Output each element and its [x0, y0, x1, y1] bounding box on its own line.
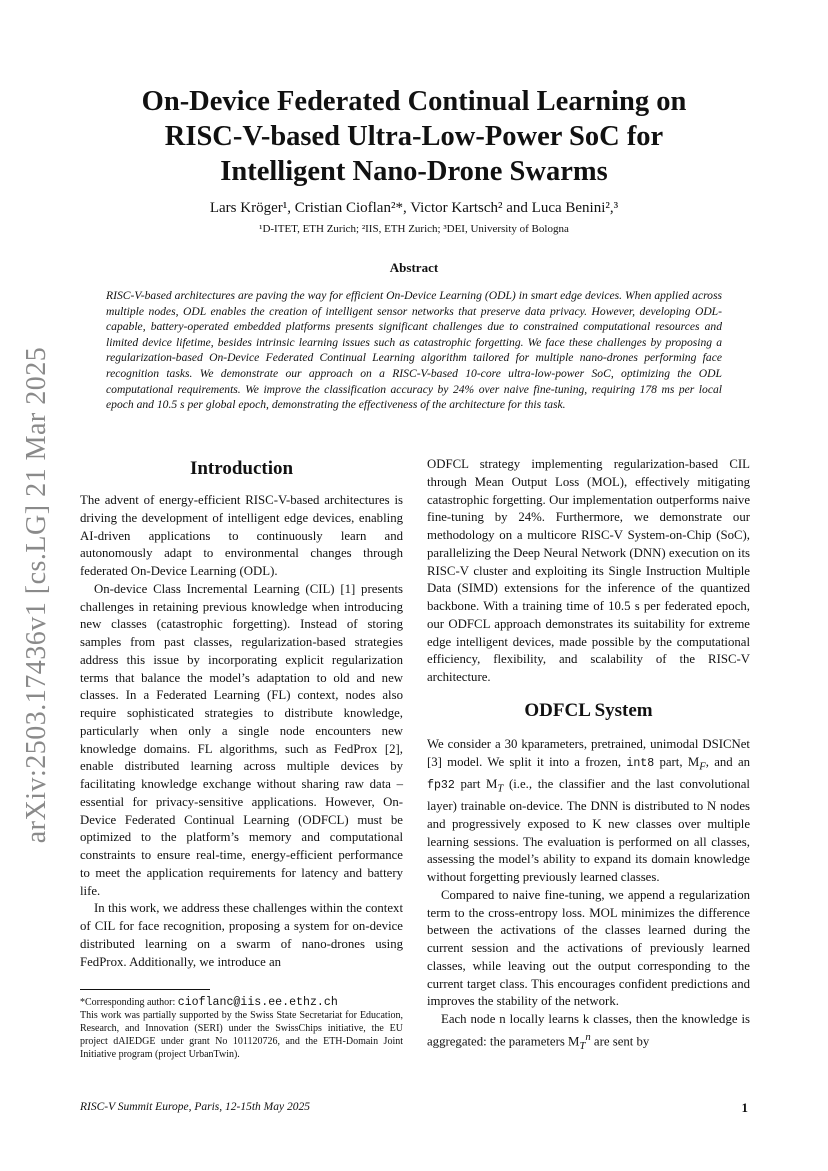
- text-run: are sent by: [590, 1034, 650, 1049]
- paper-title: On-Device Federated Continual Learning on RISC-V-based Ultra-Low-Power SoC for Intelligent Nano-Drone Swarms: [141, 86, 687, 187]
- corresponding-author-note: [80, 996, 403, 1009]
- arxiv-identifier-stamp: arXiv:2503.17436v1 [cs.LG] 21 Mar 2025: [21, 346, 52, 844]
- text-run: part M: [454, 776, 498, 791]
- system-paragraph-1: [427, 736, 750, 887]
- funding-note: This work was partially supported by the Swiss State Secretariat for Education, Research, and Innovation (SERI) under the SwissChips initiative, the EU project dAIEDGE under grant No 101120726, and the ETH-Domain Joint Initiative program (project UrbanTwin).: [80, 1010, 403, 1060]
- code-fp32: fp32: [427, 778, 455, 792]
- intro-continuation-paragraph: ODFCL strategy implementing regularization-based CIL through Mean Output Loss (MOL), effectively mitigating catastrophic forgetting. Our implementation outperforms naive fine-tuning by 24%. Furthermore, we demonstrate our methodology on a multicore RISC-V System-on-Chip (SoC), parallelizing the Deep Neural Network (DNN) execution on its RISC-V cluster and exploiting its Single Instruction Multiple Data (SIMD) extensions for the inference of the quantized backbone. With a training time of 10.5 s per federated epoch, our ODFCL approach demonstrates its suitability for extreme edge intelligent devices, made possible by the computational efficiency, flexibility, and scalability of the RISC-V architecture.: [427, 457, 750, 684]
- code-int8: int8: [626, 756, 655, 770]
- math-subscript: T: [497, 783, 504, 795]
- abstract-text: RISC-V-based architectures are paving the way for efficient On-Device Learning (ODL) in smart edge devices. When applied across multiple nodes, ODL enables the creation of intelligent sensor networks that preserve data privacy. However, developing ODL-capable, battery-operated embedded platforms presents significant challenges due to constrained computational resources and limited device lifetime, besides intrinsic learning issues such as catastrophic forgetting. We face these challenges by proposing a regularization-based On-Device Federated Continual Learning algorithm tailored for multiple nano-drones performing face recognition tasks. We demonstrate our approach on a RISC-V-based 10-core ultra-low-power SoC, optimizing the ODL computational requirements. We improve the classification accuracy by 24% over naive fine-tuning, requiring 178 ms per local epoch and 10.5 s per global epoch, demonstrating the effectiveness of the architecture for this task.: [106, 289, 722, 412]
- right-column: [427, 456, 750, 1055]
- intro-paragraph-2: On-device Class Incremental Learning (CIL) [1] presents challenges in retaining previous knowledge when introducing new classes (catastrophic forgetting). Instead of storing samples from past classes, regularization-based strategies address this issue by incorporating explicit regularization terms that balance the model’s adaptation to old and new classes. In a Federated Learning (FL) context, nodes also require sophisticated strategies to distribute knowledge, particularly when only a single node encounters new knowledge domains. FL algorithms, such as FedProx [2], enable distributed learning across multiple devices by facilitating knowledge exchange without sharing raw data – essential for privacy-sensitive applications. However, On-Device Federated Continual Learning (ODFCL) must be optimized to the platform’s memory and computational constraints to ensure real-time, energy-efficient performance to meet the application requirements for latency and battery life.: [80, 581, 403, 898]
- corresponding-email: cioflanc@iis.ee.ethz.ch: [177, 996, 338, 1009]
- author-list: Lars Kröger¹, Cristian Cioflan²*, Victor Kartsch² and Luca Benini²,³: [209, 200, 619, 216]
- abstract-heading: Abstract: [389, 260, 439, 275]
- system-paragraph-2: Compared to naive fine-tuning, we append a regularization term to the cross-entropy loss. MOL minimizes the difference between the activations of the classes learned during the current session and the activations of previously learned classes, while leaving out the output corresponding to the current target class. This encourages confident predictions and improves the stability of the network.: [427, 887, 750, 1009]
- text-run: Each node n locally learns k classes, then the knowledge is aggregated: the parameters M: [427, 1012, 750, 1049]
- page-number: 1: [741, 1100, 748, 1115]
- odfcl-system-heading: ODFCL System: [524, 699, 653, 721]
- math-superscript: n: [585, 1031, 591, 1043]
- affiliations: ¹D-ITET, ETH Zurich; ²IIS, ETH Zurich; ³DEI, University of Bologna: [259, 223, 569, 235]
- text-run: part, M: [654, 754, 700, 769]
- text-run: (i.e., the classifier and the last convolutional layer) trainable on-device. The DNN is distributed to N nodes and progressively exposed to K new classes over multiple learning sessions. The evaluation is performed on all classes, assessing the model’s ability to expand its domain knowledge without forgetting previously learned classes.: [427, 776, 750, 885]
- introduction-heading: Introduction: [189, 458, 294, 479]
- left-column: [80, 456, 403, 971]
- system-paragraph-3: [427, 1011, 750, 1055]
- math-subscript: F: [699, 761, 706, 773]
- venue-footer: RISC-V Summit Europe, Paris, 12-15th May 2025: [80, 1101, 310, 1113]
- footnote-divider: [80, 989, 210, 990]
- corresponding-label: *Corresponding author:: [80, 997, 178, 1008]
- math-subscript: T: [579, 1040, 586, 1052]
- text-run: We consider a 30 kparameters, pretrained, unimodal DSICNet [3] model. We split it into a frozen,: [427, 736, 750, 769]
- intro-paragraph-1: The advent of energy-efficient RISC-V-based architectures is driving the development of intelligent edge devices, enabling AI-driven applications to continuously learn and autonomously adapt to environmental changes through federated On-Device Learning (ODL).: [80, 493, 403, 578]
- text-run: , and an: [705, 754, 751, 769]
- intro-paragraph-3: In this work, we address these challenges within the context of CIL for face recognition, proposing a system for on-device distributed learning on a swarm of nano-drones using FedProx. Additionally, we introduce an: [80, 901, 403, 969]
- footnotes: [80, 989, 403, 1061]
